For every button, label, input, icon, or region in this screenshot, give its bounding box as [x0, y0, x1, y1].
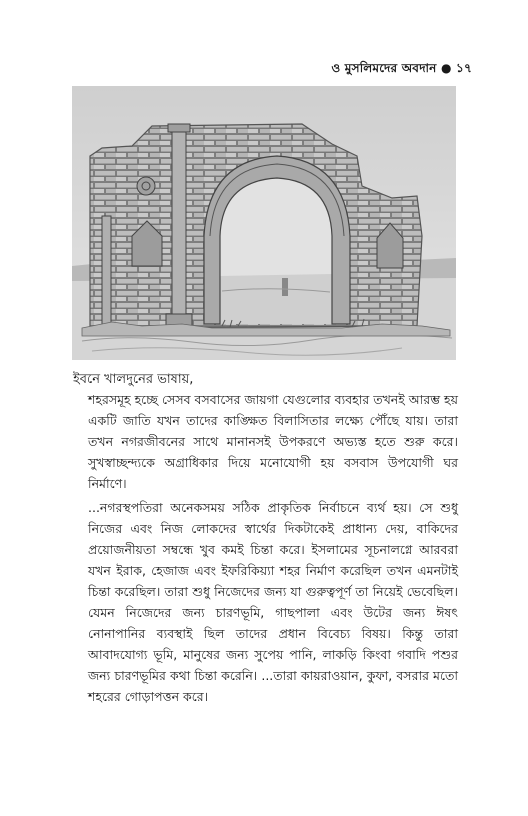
running-header: [331, 60, 472, 80]
running-title: ও মুসলিমদের অবদান: [331, 61, 437, 75]
page-number: ১৭: [456, 61, 472, 75]
arch-ruin-sketch-icon: [72, 86, 456, 360]
bullet-separator: ●: [440, 61, 452, 75]
quote-paragraph-1: [88, 389, 458, 494]
figure-arch-illustration: [72, 86, 456, 360]
quote-paragraph-2: [88, 497, 458, 707]
intro-line: ইবনে খালদুনের ভাষায়,: [73, 372, 194, 387]
quote-text: ...নগরস্থপতিরা অনেকসময় সঠিক প্রাকৃতিক নির্বাচনে ব্যর্থ হয়। সে শুধু নিজের এবং নিজ লোকদের স্বার্থের দিকটাকেই প্রাধান্য দেয়, বাকিদের প্রয়োজনীয়তা সম্বন্ধে খুব কমই চিন্তা করে। ইসলামের সূচনালগ্নে আরবরা যখন ইরাক, হেজাজ এবং ইফরিকিয়্যা শহর নির্মাণ করেছিল তখন এমনটাই চিন্তা করেছিল। তারা শুধু নিজেদের জন্য যা গুরুত্বপূর্ণ তা নিয়েই ভেবেছিল। যেমন নিজেদের জন্য চারণভূমি, গাছপালা এবং উটের জন্য ঈষৎ নোনাপানির ব্যবস্থাই ছিল তাদের প্রধান বিবেচ্য বিষয়। কিন্তু তারা আবাদযোগ্য ভূমি, মানুষের জন্য সুপেয় পানি, লাকড়ি কিংবা গবাদি পশুর জন্য চারণভূমির কথা চিন্তা করেনি। ...তারা কায়রাওয়ান, কুফা, বসরার মতো শহরের গোড়াপত্তন করে।: [88, 500, 458, 704]
quote-text: শহরসমূহ হচ্ছে সেসব বসবাসের জায়গা যেগুলোর ব্যবহার তখনই আরম্ভ হয় একটি জাতি যখন তাদের কাঙ্ক্ষিত বিলাসিতার লক্ষ্যে পৌঁছে যায়। তারা তখন নগরজীবনের সাথে মানানসই উপকরণে অভ্যস্ত হতে শুরু করে। সুখস্বাচ্ছন্দ্যকে অগ্রাধিকার দিয়ে মনোযোগী হয় বসবাস উপযোগী ঘর নির্মাণে।: [88, 392, 458, 491]
